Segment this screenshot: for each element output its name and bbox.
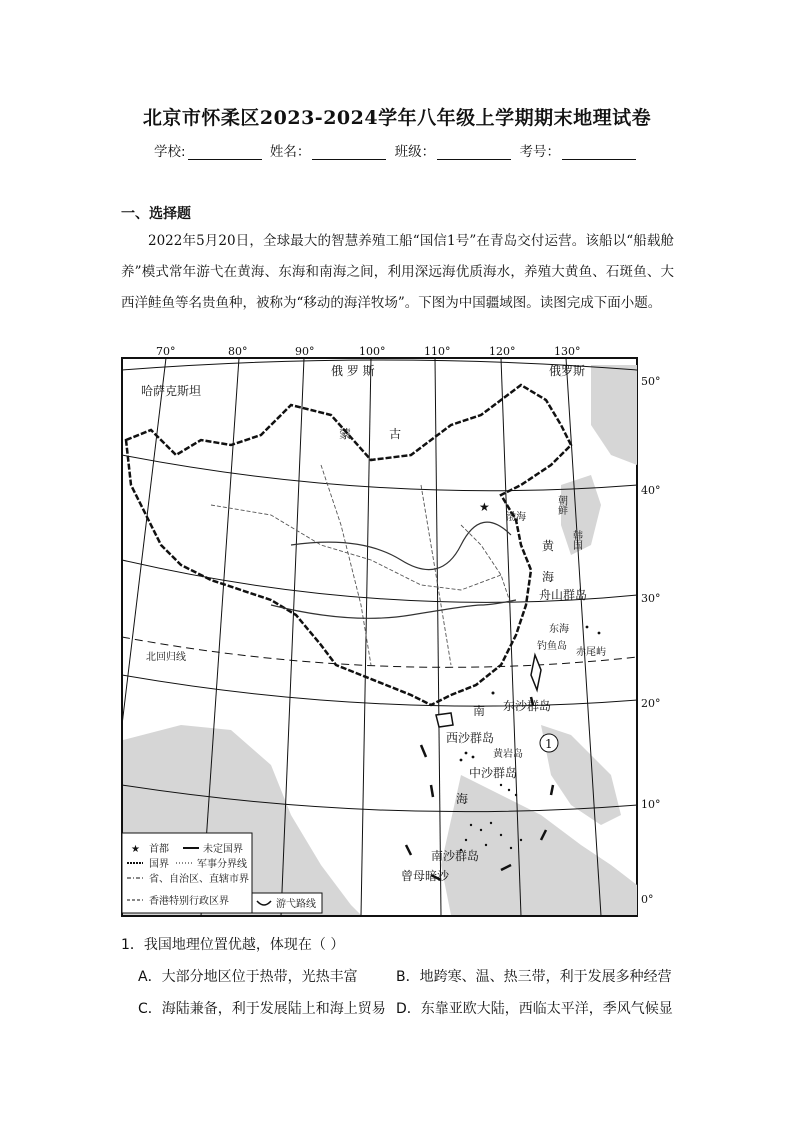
label-yellow-sea-1: 黄 <box>542 539 555 553</box>
lon-label-130: 130° <box>554 345 581 358</box>
hainan-island <box>436 713 453 727</box>
option-b[interactable]: B．地跨寒、温、热三带，利于发展多种经营 <box>396 969 672 985</box>
map-svg <box>121 345 674 919</box>
label-korea-north: 朝鲜 <box>555 495 567 515</box>
label-zhoushan: 舟山群岛 <box>539 588 588 602</box>
label-tropic-of-cancer: 北回归线 <box>146 652 186 663</box>
class-blank[interactable] <box>437 145 511 160</box>
label-mongolia: 蒙 古 <box>339 427 402 441</box>
label-xisha: 西沙群岛 <box>446 731 495 745</box>
label-bohai: 渤海 <box>506 512 526 523</box>
label-zengmu: 曾母暗沙 <box>401 869 450 883</box>
exam-number-blank[interactable] <box>562 145 636 160</box>
name-label: 姓名： <box>269 144 311 160</box>
name-blank[interactable] <box>312 145 386 160</box>
label-korea-south: 韩国 <box>570 530 582 550</box>
lon-label-100: 100° <box>359 345 386 358</box>
label-south-sea-2: 海 <box>456 792 469 806</box>
label-east-sea: 东海 <box>549 624 569 635</box>
label-huangyan: 黄岩岛 <box>493 749 523 760</box>
lat-label-30: 30° <box>641 592 661 605</box>
exam-title: 北京市怀柔区2023-2024学年八年级上学期期末地理试卷 <box>142 107 652 129</box>
lon-label-80: 80° <box>228 345 248 358</box>
label-kazakhstan: 哈萨克斯坦 <box>141 384 202 398</box>
section-heading: 一、选择题 <box>121 206 191 222</box>
beijing-star-icon: ★ <box>479 500 490 514</box>
legend-military: 军事分界线 <box>197 859 247 870</box>
map-legend <box>122 833 252 913</box>
question-1-stem: 1．我国地理位置优越，体现在（ ） <box>121 937 345 953</box>
school-blank[interactable] <box>188 145 262 160</box>
lon-label-120: 120° <box>489 345 516 358</box>
exam-number-label: 考号： <box>519 144 560 160</box>
china-territory-map <box>121 345 674 919</box>
lon-label-90: 90° <box>295 345 315 358</box>
label-south-sea-1: 南 <box>473 704 486 718</box>
student-info-row <box>0 140 794 160</box>
lat-label-0: 0° <box>641 893 654 906</box>
label-russia-east: 俄罗斯 <box>549 364 586 378</box>
lat-label-10: 10° <box>641 798 661 811</box>
school-label: 学校: <box>154 144 186 160</box>
legend-capital-icon: ★ <box>131 844 140 855</box>
legend-undetermined: 未定国界 <box>203 844 243 855</box>
option-d[interactable]: D．东靠亚欧大陆，西临太平洋，季风气候显 <box>396 1001 673 1017</box>
label-zhongsha: 中沙群岛 <box>469 766 518 780</box>
passage: 2022年5月20日，全球最大的智慧养殖工船“国信1号”在青岛交付运营。该船以“船载舱养”模式常年游弋在黄海、东海和南海之间，利用深远海优质海水，养殖大黄鱼、石斑鱼、大西洋鲑鱼等名贵鱼种，被称为“移动的海洋牧场”。下图为中国疆域图。读图完成下面小题。 <box>121 233 674 311</box>
lon-label-70: 70° <box>156 345 176 358</box>
label-yellow-sea-2: 海 <box>542 570 555 584</box>
legend-capital: 首都 <box>149 844 169 855</box>
lon-label-110: 110° <box>424 345 451 358</box>
label-diaoyu: 钓鱼岛 <box>537 641 567 652</box>
legend-national: 国界 <box>149 859 169 870</box>
legend-route: 游弋路线 <box>276 899 316 910</box>
marker-1-text: 1 <box>545 737 553 751</box>
option-a[interactable]: A．大部分地区位于热带，光热丰富 <box>138 969 358 985</box>
label-chiwei: 赤尾屿 <box>576 647 606 658</box>
legend-provincial: 省、自治区、直辖市界 <box>149 874 249 885</box>
class-label: 班级： <box>394 144 436 160</box>
label-nansha: 南沙群岛 <box>431 849 480 863</box>
lat-label-50: 50° <box>641 375 661 388</box>
lat-label-20: 20° <box>641 697 661 710</box>
lat-label-40: 40° <box>641 484 661 497</box>
option-c[interactable]: C．海陆兼备，利于发展陆上和海上贸易 <box>138 1001 386 1017</box>
label-dongsha: 东沙群岛 <box>503 699 552 713</box>
route-legend <box>252 893 322 913</box>
legend-hongkong: 香港特别行政区界 <box>149 896 229 907</box>
label-russia: 俄 罗 斯 <box>331 364 375 378</box>
